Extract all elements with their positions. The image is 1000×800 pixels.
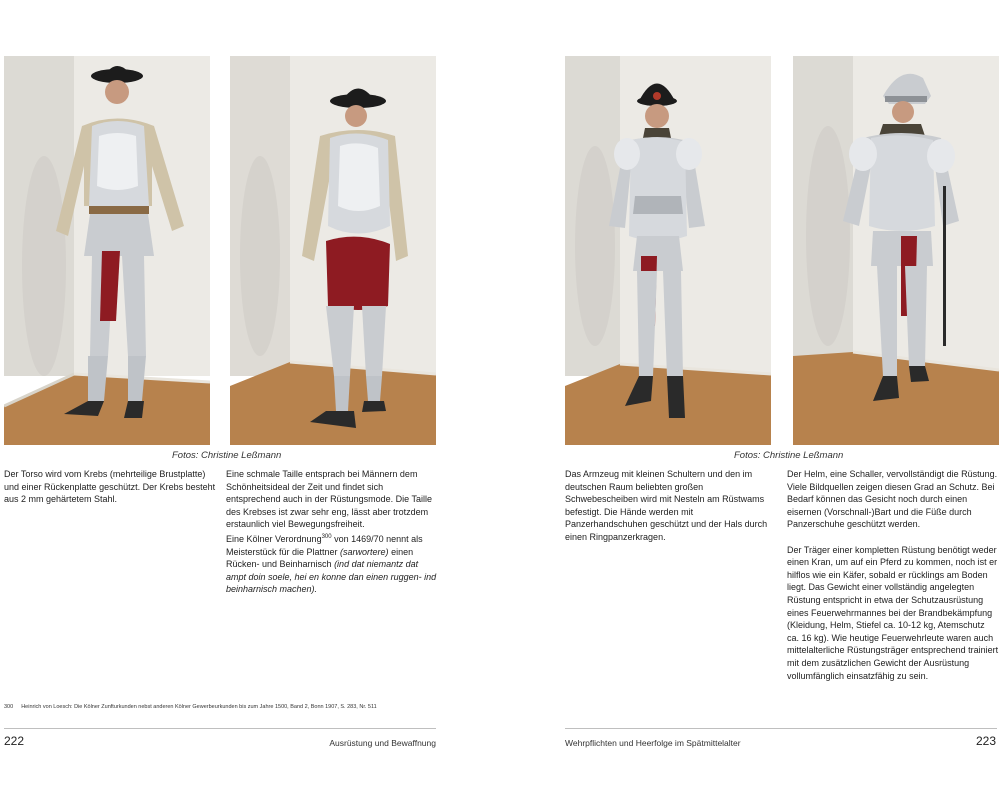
footer-rule	[4, 728, 436, 729]
right-page	[500, 0, 1000, 800]
paragraph: Der Torso wird vom Krebs (mehrteilige Brustplatte) und einer Rückenplatte geschützt. Der Krebs besteht aus 2 mm gehärtetem Stahl.	[4, 469, 216, 505]
page-number: 223	[975, 734, 996, 748]
footnote-text: Heinrich von Loesch: Die Kölner Zunfturkunden nebst anderen Kölner Gewerbeurkunden bis zum Jahre 1500, Band 2, Bonn 1907, S. 283, Nr. 511	[21, 704, 377, 710]
paragraph-text: Eine Kölner Verordnung	[226, 533, 322, 544]
italic-term: (sarwortere)	[340, 546, 389, 557]
photo-armor-front-hat	[4, 56, 210, 445]
running-title: Ausrüstung und Bewaffnung	[329, 738, 436, 748]
paragraph: Der Träger einer kompletten Rüstung benötigt weder einen Kran, um auf ein Pferd zu kommen, noch ist er hilflos wie ein Käfer, sobald er rücklings am Boden liegt. Das Gewicht einer vollständig angelegten Rüstung entspricht in etwa der Schutzausrüstung eines Feuerwehrmannes bei der Brandbekämpfung (Kleidung, Helm, Stiefel ca. 10-12 kg, Atemschutz ca. 16 kg). Wie heutige Feuerwehrleute waren auch mittelalterliche Rüstungsträger entsprechend trainiert mit dem zusätzlichen Gewicht der Ausrüstung vollumfänglich einsatzfähig zu sein.	[787, 544, 999, 681]
photo-armor-front-gauntlets	[565, 56, 771, 445]
page-number: 222	[4, 734, 25, 748]
text-column-1	[565, 468, 777, 556]
photo-caption: Fotos: Christine Leßmann	[734, 450, 844, 461]
photo-caption: Fotos: Christine Leßmann	[172, 450, 282, 461]
photo-armor-back-hat	[230, 56, 436, 445]
paragraph: Das Armzeug mit kleinen Schultern und den im deutschen Raum beliebten großen Schwebescheiben wird mit Nesteln am Rüstwams befestigt. Die Hände werden mit Panzerhandschuhen geschützt und der Hals durch einen Ringpanzerkragen.	[565, 469, 768, 542]
paragraph: Eine schmale Taille entsprach bei Männern dem Schönheitsideal der Zeit und findet sich entsprechend auch in der Rüstungsmode. Die Taille des Krebses ist zwar sehr eng, lässt aber trotzdem erstaunlich viel Bewegungsfreiheit.	[226, 469, 432, 530]
footnote	[4, 704, 377, 710]
italic-quote: (ind dat niemantz dat ampt doin soele, hei en konne dan einen ruggen- ind beinharnisch machen).	[226, 559, 437, 595]
footnote-number: 300	[4, 704, 14, 710]
text-column-1	[4, 468, 216, 518]
photo-armor-sallet-helmet	[793, 56, 999, 445]
footer-rule	[565, 728, 997, 729]
running-title: Wehrpflichten und Heerfolge im Spätmittelalter	[565, 738, 741, 748]
paragraph-verordnung	[226, 531, 438, 596]
text-column-2	[226, 468, 438, 609]
paragraph: Der Helm, eine Schaller, vervollständigt die Rüstung. Viele Bildquellen zeigen diesen Grad an Schutz. Bei Bedarf können das Gesicht noch durch einen eisernen (Vorschnall-)Bart und die Füße durch Panzerschuhe geschützt werden.	[787, 469, 998, 530]
paragraph-text: einen Rücken- und Beinharnisch	[226, 546, 414, 570]
paragraph-text: von 1469/70 nennt als Meisterstück für die Plattner	[226, 533, 423, 557]
footnote-ref: 300	[321, 533, 332, 540]
text-column-2	[787, 468, 999, 695]
